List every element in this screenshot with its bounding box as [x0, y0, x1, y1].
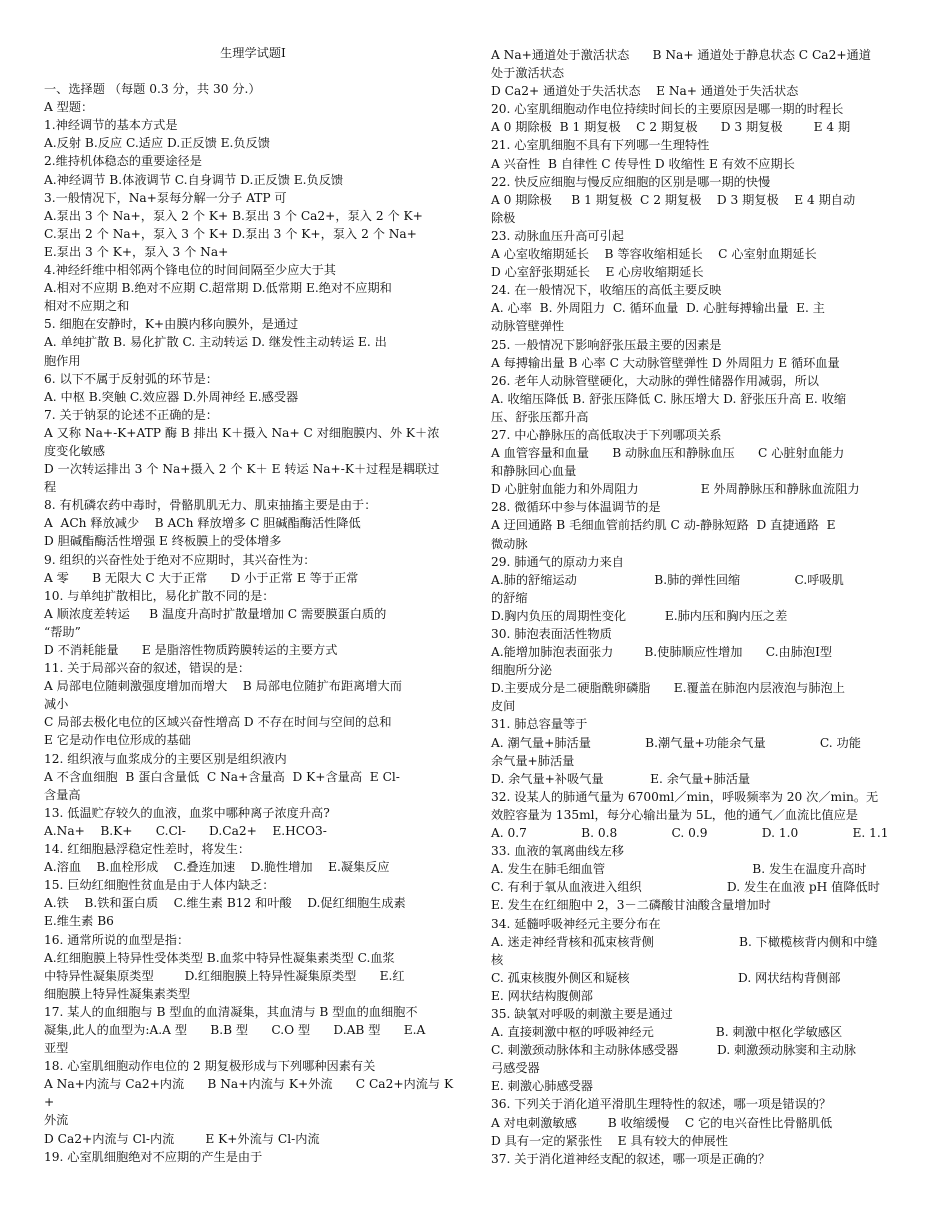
text-line: 外流: [44, 1113, 69, 1128]
text-line: 29. 肺通气的原动力来自: [491, 554, 624, 569]
right-question-list: [491, 46, 909, 1168]
text-line: A. 潮气量+肺活量 B.潮气量+功能余气量 C. 功能: [491, 735, 861, 750]
text-line: 效腔容量为 135ml，每分心输出量为 5L，他的通气／血流比值应是: [491, 807, 858, 822]
text-line: A 型题：: [44, 100, 94, 115]
text-line: 36. 下列关于消化道平滑肌生理特性的叙述，哪一项是错误的？: [491, 1097, 832, 1112]
text-line: 13. 低温贮存较久的血液，血浆中哪种离子浓度升高?: [44, 805, 330, 820]
text-line: A 迂回通路 B 毛细血管前括约肌 C 动-静脉短路 D 直捷通路 E: [491, 518, 836, 533]
text-line: D 不消耗能量 E 是脂溶性物质跨膜转运的主要方式: [44, 643, 338, 657]
text-line: A Na+内流与 Ca2+内流 B Na+内流与 K+外流 C Ca2+内流与 K+: [44, 1077, 454, 1110]
text-line: 弓感受器: [491, 1061, 540, 1076]
text-line: A.铁 B.铁和蛋白质 C.维生素 B12 和叶酸 D.促红细胞生成素: [44, 896, 406, 911]
text-line: A 对电刺激敏感 B 收缩缓慢 C 它的电兴奋性比骨骼肌低: [491, 1115, 833, 1130]
text-line: 31. 肺总容量等于: [491, 717, 588, 732]
text-line: 度变化敏感: [44, 443, 105, 458]
text-line: A.肺的舒缩运动 B.肺的弹性回缩 C.呼吸肌: [491, 572, 844, 587]
text-line: 凝集,此人的血型为:A.A 型 B.B 型 C.O 型 D.AB 型 E.A: [44, 1022, 426, 1037]
text-line: 余气量+肺活量: [491, 753, 575, 768]
text-line: 12. 组织液与血浆成分的主要区别是组织液内: [44, 751, 287, 766]
text-line: D 心室舒张期延长 E 心房收缩期延长: [491, 265, 704, 280]
text-line: 35. 缺氧对呼吸的刺激主要是通过: [491, 1006, 673, 1021]
text-line: 27. 中心静脉压的高低取决于下列哪项关系: [491, 427, 722, 442]
text-line: 20. 心室肌细胞动作电位持续时间长的主要原因是哪一期的时程长: [491, 102, 844, 117]
text-line: 7. 关于钠泵的论述不正确的是：: [44, 407, 218, 422]
text-line: 15. 巨幼红细胞性贫血是由于人体内缺乏：: [44, 878, 275, 893]
text-line: C. 有利于氧从血液进入组织 D. 发生在血液 pH 值降低时: [491, 880, 880, 895]
right-column: [491, 46, 909, 1168]
text-line: 压、舒张压都升高: [491, 409, 589, 424]
text-line: 37. 关于消化道神经支配的叙述，哪一项是正确的？: [491, 1151, 771, 1166]
text-line: C.泵出 2 个 Na+，泵入 3 个 K+ D.泵出 3 个 K+，泵入 2 个 Na+: [44, 226, 417, 241]
text-line: A 顺浓度差转运 B 温度升高时扩散量增加 C 需要膜蛋白质的: [44, 606, 387, 621]
text-line: 10. 与单纯扩散相比，易化扩散不同的是：: [44, 588, 275, 603]
text-line: 微动脉: [491, 536, 528, 551]
text-line: 14. 红细胞悬浮稳定性差时，将发生：: [44, 842, 251, 857]
text-line: D Ca2+内流与 Cl-内流 E K+外流与 Cl-内流: [44, 1131, 320, 1146]
text-line: 程: [44, 480, 57, 495]
text-line: 16. 通常所说的血型是指：: [44, 932, 190, 947]
text-line: 动脉管壁弹性: [491, 319, 565, 334]
text-line: 28. 微循环中参与体温调节的是: [491, 500, 661, 515]
text-line: 减小: [44, 697, 69, 712]
left-question-list: [44, 80, 462, 1166]
text-line: 33. 血液的氧离曲线左移: [491, 844, 624, 859]
text-line: A 血管容量和血量 B 动脉血压和静脉血压 C 心脏射血能力: [491, 446, 845, 461]
text-line: 核: [491, 952, 504, 967]
page-title: 生理学试题Ⅰ: [220, 46, 286, 60]
text-line: A.泵出 3 个 Na+，泵入 2 个 K+ B.泵出 3 个 Ca2+，泵入 2 个 K+: [44, 208, 423, 223]
text-line: A. 直接刺激中枢的呼吸神经元 B. 刺激中枢化学敏感区: [491, 1025, 843, 1040]
text-line: A 零 B 无限大 C 大于正常 D 小于正常 E 等于正常: [44, 570, 359, 585]
text-line: 1.神经调节的基本方式是: [44, 118, 178, 133]
text-line: A. 心率 B. 外周阻力 C. 循环血量 D. 心脏每搏输出量 E. 主: [491, 301, 825, 316]
text-line: C. 孤束核腹外侧区和疑核 D. 网状结构背侧部: [491, 970, 841, 985]
text-line: A 局部电位随刺激强度增加而增大 B 局部电位随扩布距离增大而: [44, 679, 402, 694]
text-line: 24. 在一般情况下，收缩压的高低主要反映: [491, 283, 722, 298]
text-line: 6. 以下不属于反射弧的环节是：: [44, 371, 218, 386]
text-line: E. 发生在红细胞中 2，3－二磷酸甘油酸含量增加时: [491, 898, 771, 913]
text-line: 3.一般情况下，Na+泵每分解一分子 ATP 可: [44, 190, 287, 205]
text-line: 9. 组织的兴奋性处于绝对不应期时，其兴奋性为：: [44, 552, 316, 567]
text-line: D.主要成分是二硬脂酰卵磷脂 E.覆盖在肺泡内层液泡与肺泡上: [491, 681, 845, 696]
text-line: D 具有一定的紧张性 E 具有较大的伸展性: [491, 1133, 728, 1148]
text-line: D Ca2+ 通道处于失活状态 E Na+ 通道处于失活状态: [491, 84, 799, 99]
text-line: A ACh 释放减少 B ACh 释放增多 C 胆碱酯酶活性降低: [44, 516, 361, 531]
text-line: A 每搏输出量 B 心率 C 大动脉管壁弹性 D 外周阻力 E 循环血量: [491, 355, 840, 370]
text-line: 17. 某人的血细胞与 B 型血的血清凝集，其血清与 B 型血的血细胞不: [44, 1004, 418, 1019]
text-line: 和静脉回心血量: [491, 464, 577, 479]
text-line: 26. 老年人动脉管壁硬化，大动脉的弹性储器作用减弱，所以: [491, 373, 819, 388]
text-line: A. 发生在肺毛细血管 B. 发生在温度升高时: [491, 862, 867, 877]
text-line: A.相对不应期 B.绝对不应期 C.超常期 D.低常期 E.绝对不应期和: [44, 281, 392, 296]
text-line: 25. 一般情况下影响舒张压最主要的因素是: [491, 337, 722, 352]
text-line: 除极: [491, 210, 516, 225]
text-line: C. 刺激颈动脉体和主动脉体感受器 D. 刺激颈动脉窦和主动脉: [491, 1043, 856, 1058]
text-line: A 不含血细胞 B 蛋白含量低 C Na+含量高 D K+含量高 E Cl-: [44, 769, 400, 784]
text-line: D 心脏射血能力和外周阻力 E 外周静脉压和静脉血流阻力: [491, 482, 860, 497]
text-line: A.溶血 B.血栓形成 C.叠连加速 D.脆性增加 E.凝集反应: [44, 860, 390, 875]
text-line: A Na+通道处于激活状态 B Na+ 通道处于静息状态 C Ca2+通道: [491, 48, 871, 62]
text-line: 皮间: [491, 699, 516, 714]
text-line: 22. 快反应细胞与慢反应细胞的区别是哪一期的快慢: [491, 174, 771, 189]
text-line: E 它是动作电位形成的基础: [44, 733, 191, 748]
text-line: D 胆碱酯酶活性增强 E 终板膜上的受体增多: [44, 534, 282, 549]
text-line: A 心室收缩期延长 B 等容收缩相延长 C 心室射血期延长: [491, 247, 817, 262]
text-line: 一、选择题 （每题 0.3 分，共 30 分.）: [44, 82, 261, 97]
text-line: 细胞所分泌: [491, 663, 552, 678]
text-line: A.反射 B.反应 C.适应 D.正反馈 E.负反馈: [44, 136, 270, 151]
text-line: 中特异性凝集原类型 D.红细胞膜上特异性凝集原类型 E.红: [44, 968, 405, 983]
text-line: A 兴奋性 B 自律性 C 传导性 D 收缩性 E 有效不应期长: [491, 156, 795, 171]
text-line: A. 迷走神经背核和孤束核背侧 B. 下橄榄核背内侧和中缝: [491, 934, 878, 949]
text-line: 胞作用: [44, 353, 81, 368]
text-line: A 0 期除极 B 1 期复极 C 2 期复极 D 3 期复极 E 4 期自动: [491, 192, 856, 207]
text-line: 4.神经纤维中相邻两个锋电位的时间间隔至少应大于其: [44, 263, 336, 278]
text-line: A. 收缩压降低 B. 舒张压降低 C. 脉压增大 D. 舒张压升高 E. 收缩: [491, 391, 847, 406]
text-line: A.神经调节 B.体液调节 C.自身调节 D.正反馈 E.负反馈: [44, 172, 344, 187]
left-column: [44, 44, 462, 1166]
text-line: 的舒缩: [491, 590, 528, 605]
text-line: A. 中枢 B.突触 C.效应器 D.外周神经 E.感受器: [44, 389, 299, 404]
text-line: 亚型: [44, 1041, 69, 1056]
text-line: 18. 心室肌细胞动作电位的 2 期复极形成与下列哪种因素有关: [44, 1059, 376, 1074]
text-line: 相对不应期之和: [44, 299, 130, 314]
text-line: 34. 延髓呼吸神经元主要分布在: [491, 916, 661, 931]
text-line: A.Na+ B.K+ C.Cl- D.Ca2+ E.HCO3-: [44, 823, 327, 838]
text-line: A.红细胞膜上特异性受体类型 B.血浆中特异性凝集素类型 C.血浆: [44, 950, 395, 965]
text-line: C 局部去极化电位的区域兴奋性增高 D 不存在时间与空间的总和: [44, 715, 392, 730]
text-line: D.胸内负压的周期性变化 E.肺内压和胸内压之差: [491, 608, 788, 623]
text-line: 11. 关于局部兴奋的叙述，错误的是：: [44, 661, 251, 676]
text-line: “帮助”: [44, 624, 81, 639]
text-line: 5. 细胞在安静时，K+由膜内移向膜外，是通过: [44, 317, 299, 332]
text-line: E.泵出 3 个 K+，泵入 3 个 Na+: [44, 244, 229, 259]
text-line: 含量高: [44, 787, 81, 802]
text-line: E. 刺激心肺感受器: [491, 1079, 593, 1094]
text-line: A. 单纯扩散 B. 易化扩散 C. 主动转运 D. 继发性主动转运 E. 出: [44, 335, 387, 350]
text-line: D. 余气量+补吸气量 E. 余气量+肺活量: [491, 771, 751, 786]
text-line: E.维生素 B6: [44, 914, 114, 929]
text-line: A.能增加肺泡表面张力 B.使肺顺应性增加 C.由肺泡Ⅰ型: [491, 645, 833, 660]
text-line: E. 网状结构腹侧部: [491, 988, 593, 1003]
text-line: 8. 有机磷农药中毒时，骨骼肌肌无力、肌束抽搐主要是由于：: [44, 498, 377, 513]
text-line: 细胞膜上特异性凝集素类型: [44, 986, 191, 1001]
text-line: D 一次转运排出 3 个 Na+摄入 2 个 K＋ E 转运 Na+-K＋过程是耦联过: [44, 462, 440, 477]
text-line: 30. 肺泡表面活性物质: [491, 627, 612, 641]
text-line: A 0 期除极 B 1 期复极 C 2 期复极 D 3 期复极 E 4 期: [491, 120, 851, 135]
text-line: 32. 设某人的肺通气量为 6700ml／min，呼吸频率为 20 次／min。无: [491, 789, 879, 804]
text-line: A 又称 Na+-K+ATP 酶 B 排出 K＋摄入 Na+ C 对细胞膜内、外 K＋浓: [44, 425, 440, 440]
text-line: 23. 动脉血压升高可引起: [491, 228, 624, 243]
text-line: A. 0.7 B. 0.8 C. 0.9 D. 1.0 E. 1.1: [491, 826, 889, 841]
text-line: 处于激活状态: [491, 66, 565, 81]
text-line: 21. 心室肌细胞不具有下列哪一生理特性: [491, 138, 710, 153]
text-line: 19. 心室肌细胞绝对不应期的产生是由于: [44, 1149, 263, 1164]
text-line: 2.维持机体稳态的重要途径是: [44, 154, 202, 169]
